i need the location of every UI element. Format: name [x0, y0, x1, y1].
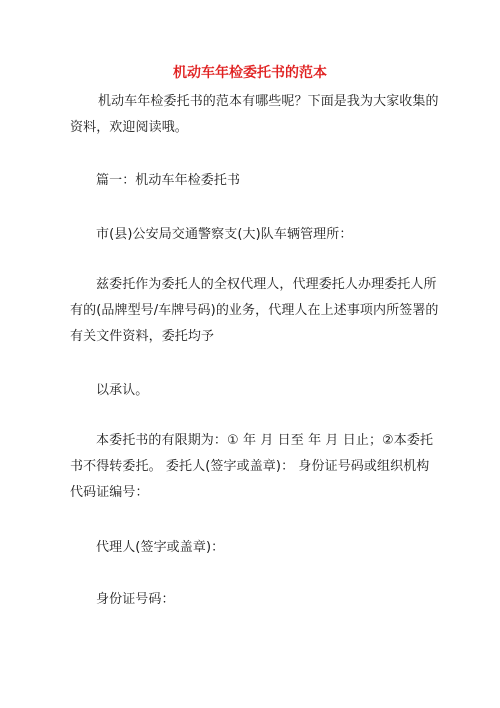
document-title: 机动车年检委托书的范本	[173, 65, 327, 81]
id-number-line: 身份证号码：	[96, 592, 175, 607]
intro-paragraph: 机动车年检委托书的范本有哪些呢？下面是我为大家收集的资料，欢迎阅读哦。	[70, 94, 439, 135]
section-heading: 篇一：机动车年检委托书	[96, 173, 241, 188]
term-paragraph: 本委托书的有限期为：① 年 月 日至 年 月 日止；②本委托书不得转委托。 委托人(签字或盖章)： 身份证号码或组织机构代码证编号：	[70, 433, 434, 500]
body-paragraph: 兹委托作为委托人的全权代理人，代理委托人办理委托人所有的(品牌型号/车牌号码)的业务，代理人在上述事项内所签署的有关文件资料，委托均予	[70, 277, 439, 344]
body-continuation: 以承认。	[96, 383, 149, 398]
agent-signature-line: 代理人(签字或盖章)：	[96, 540, 225, 555]
addressee-line: 市(县)公安局交通警察支(大)队车辆管理所：	[96, 227, 353, 242]
